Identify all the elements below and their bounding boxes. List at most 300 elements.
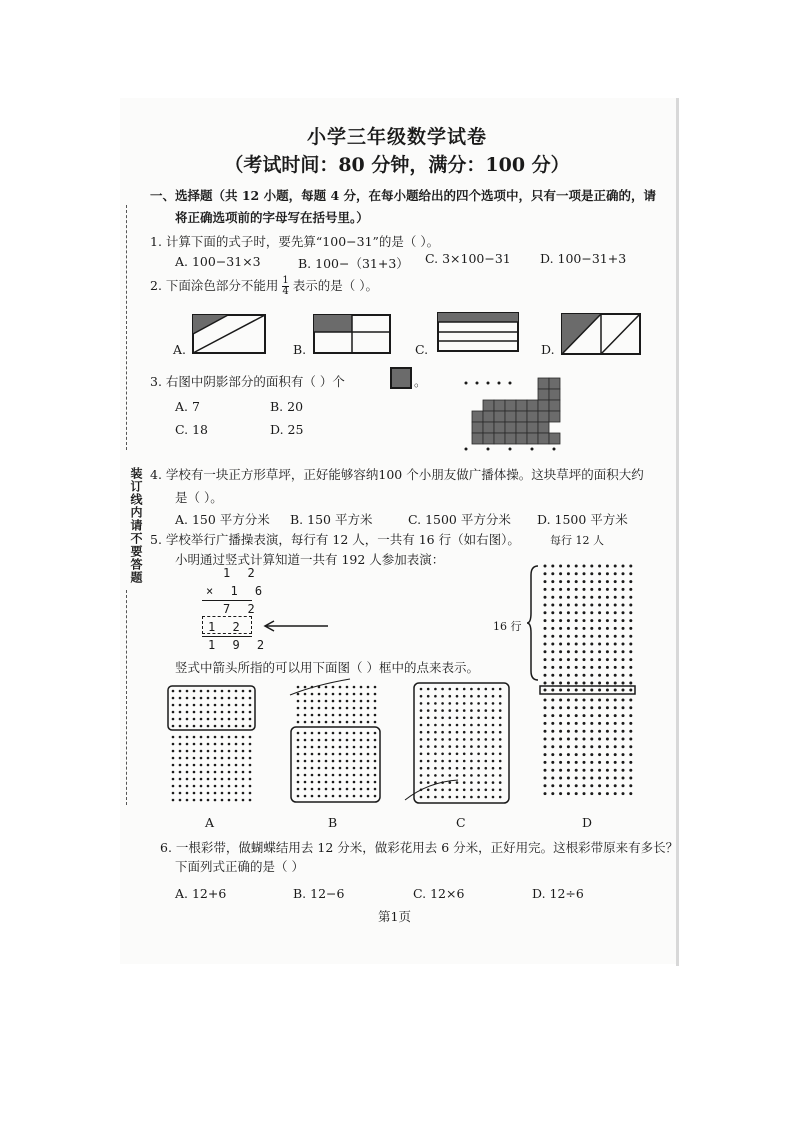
q3-stem: 3. 右图中阴影部分的面积有（ ）个 — [150, 374, 345, 389]
dot — [622, 784, 625, 787]
dot — [449, 695, 452, 698]
dot — [367, 686, 370, 689]
rows-label: 16 行 — [493, 620, 522, 633]
dot — [200, 736, 203, 739]
dot — [360, 767, 363, 770]
dot — [325, 746, 328, 749]
dot — [242, 764, 245, 767]
dot — [559, 769, 562, 772]
dot — [360, 795, 363, 798]
dot — [304, 739, 307, 742]
grid-dot — [509, 382, 512, 385]
dot — [332, 707, 335, 710]
dot — [622, 643, 625, 646]
grid-dot — [531, 448, 534, 451]
binding-line-bottom — [126, 590, 127, 805]
dot — [172, 792, 175, 795]
dot — [441, 738, 444, 741]
dot — [193, 711, 196, 714]
dot — [427, 717, 430, 720]
dot — [200, 697, 203, 700]
dot — [590, 580, 593, 583]
dot — [598, 792, 601, 795]
dot — [470, 781, 473, 784]
calc-highlight-box — [202, 616, 252, 634]
dot — [485, 767, 488, 770]
dot — [311, 760, 314, 763]
q4-stem-cont: 是（ ）。 — [175, 490, 223, 505]
dot — [318, 746, 321, 749]
dot — [598, 784, 601, 787]
dot — [629, 682, 632, 685]
dot — [544, 658, 547, 661]
dot — [477, 688, 480, 691]
dot — [221, 725, 224, 728]
grid-cell — [494, 433, 505, 444]
dot — [427, 781, 430, 784]
dot — [456, 774, 459, 777]
dot — [304, 760, 307, 763]
dot — [470, 796, 473, 799]
dot — [214, 792, 217, 795]
dot — [228, 711, 231, 714]
dot — [622, 596, 625, 599]
dot — [249, 725, 252, 728]
dot — [332, 767, 335, 770]
dot — [360, 693, 363, 696]
dot — [559, 635, 562, 638]
dot — [456, 781, 459, 784]
dot — [179, 704, 182, 707]
dot — [242, 718, 245, 721]
dot — [551, 658, 554, 661]
grid-cell — [483, 400, 494, 411]
dot — [339, 767, 342, 770]
dot — [325, 795, 328, 798]
dot — [441, 717, 444, 720]
dot — [583, 689, 586, 692]
option-b-frame — [291, 727, 380, 802]
dot — [499, 724, 502, 727]
dot — [311, 746, 314, 749]
dot — [242, 750, 245, 753]
dot — [228, 771, 231, 774]
dot — [606, 784, 609, 787]
dot — [339, 760, 342, 763]
dot — [463, 789, 466, 792]
dot — [551, 604, 554, 607]
dot-array-c — [413, 682, 511, 806]
dot — [567, 611, 570, 614]
dot — [434, 738, 437, 741]
grid-cell — [483, 411, 494, 422]
dot — [374, 721, 377, 724]
dot — [606, 650, 609, 653]
dot — [598, 572, 601, 575]
dot — [346, 788, 349, 791]
grid-cell — [505, 433, 516, 444]
dot — [499, 745, 502, 748]
dot — [463, 724, 466, 727]
dot — [485, 796, 488, 799]
grid-cell — [549, 389, 560, 400]
dot — [456, 767, 459, 770]
dot — [228, 764, 231, 767]
dot — [590, 674, 593, 677]
grid-cell — [549, 433, 560, 444]
dot — [590, 635, 593, 638]
dot — [575, 588, 578, 591]
dot — [456, 760, 459, 763]
dot — [583, 666, 586, 669]
dot — [567, 635, 570, 638]
dot — [339, 700, 342, 703]
dot — [567, 689, 570, 692]
dot — [499, 695, 502, 698]
dot — [420, 767, 423, 770]
dot — [214, 718, 217, 721]
dot — [311, 781, 314, 784]
dot — [551, 611, 554, 614]
dot — [606, 761, 609, 764]
dot — [622, 650, 625, 653]
dot — [434, 796, 437, 799]
dot — [186, 743, 189, 746]
dot — [325, 739, 328, 742]
dot — [622, 722, 625, 725]
q6-stem2: 下面列式正确的是（ ） — [175, 859, 304, 874]
dot — [477, 709, 480, 712]
dot — [420, 695, 423, 698]
dot — [544, 580, 547, 583]
dot — [214, 690, 217, 693]
dot — [325, 732, 328, 735]
dot — [297, 788, 300, 791]
dot — [544, 565, 547, 568]
q2-fraction-numerator: 1 — [282, 275, 289, 286]
dot — [575, 572, 578, 575]
dot — [614, 761, 617, 764]
dot — [297, 774, 300, 777]
dot — [221, 697, 224, 700]
dot — [614, 745, 617, 748]
q3-option-a: A. 7 — [175, 399, 200, 414]
dot — [456, 731, 459, 734]
dot — [297, 693, 300, 696]
dot — [583, 714, 586, 717]
q1-option-a: A. 100−31×3 — [175, 254, 261, 269]
dot — [544, 784, 547, 787]
dot — [434, 702, 437, 705]
dot — [346, 714, 349, 717]
dot — [186, 757, 189, 760]
dot — [567, 784, 570, 787]
dot — [485, 789, 488, 792]
dot — [544, 761, 547, 764]
dot — [575, 769, 578, 772]
dot — [598, 565, 601, 568]
dot — [367, 714, 370, 717]
dot — [551, 730, 554, 733]
dot — [318, 714, 321, 717]
dot — [449, 781, 452, 784]
dot — [477, 781, 480, 784]
dot — [567, 738, 570, 741]
dot — [353, 700, 356, 703]
dot — [434, 695, 437, 698]
dot — [360, 746, 363, 749]
dot — [360, 774, 363, 777]
dot — [427, 774, 430, 777]
grid-dot — [465, 382, 468, 385]
dot — [304, 693, 307, 696]
dot — [567, 699, 570, 702]
dot — [559, 738, 562, 741]
dot — [463, 745, 466, 748]
dot — [606, 714, 609, 717]
dot — [346, 739, 349, 742]
dot — [629, 738, 632, 741]
dot — [186, 718, 189, 721]
dot — [332, 714, 335, 717]
binding-line-top — [126, 205, 127, 450]
dot — [207, 690, 210, 693]
dot — [629, 658, 632, 661]
dot — [434, 731, 437, 734]
dot — [420, 796, 423, 799]
dot — [172, 697, 175, 700]
dot — [297, 721, 300, 724]
dot — [463, 709, 466, 712]
dot — [374, 739, 377, 742]
dot — [575, 650, 578, 653]
dot — [470, 745, 473, 748]
dot — [339, 795, 342, 798]
dot — [583, 674, 586, 677]
dot — [179, 799, 182, 802]
dot — [622, 738, 625, 741]
dot — [622, 792, 625, 795]
dot — [606, 753, 609, 756]
dot — [598, 627, 601, 630]
dot — [456, 724, 459, 727]
dot — [463, 753, 466, 756]
dot — [598, 689, 601, 692]
dot — [629, 753, 632, 756]
dot — [551, 689, 554, 692]
q2d-line3 — [601, 314, 640, 354]
dot — [629, 722, 632, 725]
dot — [485, 745, 488, 748]
dot — [606, 604, 609, 607]
dot — [318, 739, 321, 742]
dot — [172, 711, 175, 714]
dot — [583, 699, 586, 702]
dot — [598, 745, 601, 748]
dot — [614, 565, 617, 568]
dot — [544, 777, 547, 780]
dot — [477, 745, 480, 748]
dot — [622, 588, 625, 591]
dot — [242, 785, 245, 788]
dot — [567, 619, 570, 622]
dot — [614, 674, 617, 677]
grid-dot — [465, 448, 468, 451]
dot — [360, 732, 363, 735]
dot — [332, 760, 335, 763]
dot — [242, 743, 245, 746]
dot — [567, 572, 570, 575]
dot — [575, 784, 578, 787]
dot — [575, 565, 578, 568]
dot — [629, 580, 632, 583]
dot — [235, 725, 238, 728]
dot — [228, 697, 231, 700]
dot — [614, 619, 617, 622]
dot — [214, 757, 217, 760]
dot — [221, 690, 224, 693]
dot — [207, 743, 210, 746]
dot — [544, 604, 547, 607]
dot — [614, 658, 617, 661]
dot — [559, 580, 562, 583]
dot — [559, 761, 562, 764]
dot — [179, 750, 182, 753]
dot — [598, 730, 601, 733]
dot — [221, 711, 224, 714]
calc-line-3: 7 2 — [223, 602, 260, 616]
grid-dot — [476, 382, 479, 385]
dot — [463, 760, 466, 763]
dot — [629, 627, 632, 630]
dot — [499, 709, 502, 712]
dot — [598, 706, 601, 709]
dot — [434, 724, 437, 727]
dot — [470, 724, 473, 727]
dot — [353, 788, 356, 791]
dot — [325, 721, 328, 724]
dot — [207, 757, 210, 760]
dot — [332, 732, 335, 735]
dot — [622, 666, 625, 669]
q2-figure-a — [192, 314, 266, 354]
dot — [179, 690, 182, 693]
dot — [434, 767, 437, 770]
dot — [629, 769, 632, 772]
dot — [332, 700, 335, 703]
dot — [606, 792, 609, 795]
dot — [374, 760, 377, 763]
dot — [583, 611, 586, 614]
dot — [186, 725, 189, 728]
dot-array-main — [540, 562, 636, 804]
dot — [179, 764, 182, 767]
dot — [242, 771, 245, 774]
dot — [456, 745, 459, 748]
dot — [470, 695, 473, 698]
dot — [614, 588, 617, 591]
dot — [567, 588, 570, 591]
dot — [614, 596, 617, 599]
dot — [311, 707, 314, 710]
dot — [207, 718, 210, 721]
q2-stem — [150, 276, 378, 297]
dot — [575, 714, 578, 717]
dot — [575, 619, 578, 622]
dot — [221, 704, 224, 707]
dot — [567, 596, 570, 599]
q5-option-b: B — [328, 815, 338, 830]
dot — [449, 724, 452, 727]
dot — [614, 689, 617, 692]
dot — [590, 565, 593, 568]
dot — [590, 730, 593, 733]
dot — [339, 774, 342, 777]
dot — [200, 725, 203, 728]
dot — [420, 731, 423, 734]
dot — [228, 704, 231, 707]
dot — [441, 709, 444, 712]
dot — [485, 781, 488, 784]
dot — [207, 725, 210, 728]
dot — [575, 635, 578, 638]
dot — [179, 743, 182, 746]
dot — [228, 736, 231, 739]
dot — [318, 707, 321, 710]
dot — [353, 693, 356, 696]
dot — [544, 627, 547, 630]
dot — [463, 781, 466, 784]
grid-cell — [505, 411, 516, 422]
dot — [235, 771, 238, 774]
dot — [360, 781, 363, 784]
dot — [427, 738, 430, 741]
dot — [449, 796, 452, 799]
dot — [172, 771, 175, 774]
grid-cell — [472, 411, 483, 422]
dot — [420, 688, 423, 691]
dot — [551, 682, 554, 685]
dot — [622, 604, 625, 607]
dot — [207, 697, 210, 700]
dot — [470, 760, 473, 763]
dot — [485, 695, 488, 698]
q6-option-b: B. 12−6 — [293, 886, 345, 901]
dot — [499, 753, 502, 756]
q3-option-c: C. 18 — [175, 422, 208, 437]
dot — [551, 706, 554, 709]
dot — [622, 761, 625, 764]
dot — [559, 699, 562, 702]
dot — [353, 767, 356, 770]
dot — [614, 635, 617, 638]
q4-option-b: B. 150 平方米 — [290, 512, 373, 527]
dot — [606, 565, 609, 568]
dot — [544, 572, 547, 575]
dot — [311, 700, 314, 703]
grid-cell — [516, 422, 527, 433]
dot — [249, 799, 252, 802]
dot — [221, 778, 224, 781]
dot — [339, 746, 342, 749]
dot — [207, 778, 210, 781]
dot — [207, 764, 210, 767]
dot — [172, 725, 175, 728]
dot — [346, 732, 349, 735]
dot — [567, 682, 570, 685]
grid-dot — [553, 448, 556, 451]
dot — [242, 704, 245, 707]
